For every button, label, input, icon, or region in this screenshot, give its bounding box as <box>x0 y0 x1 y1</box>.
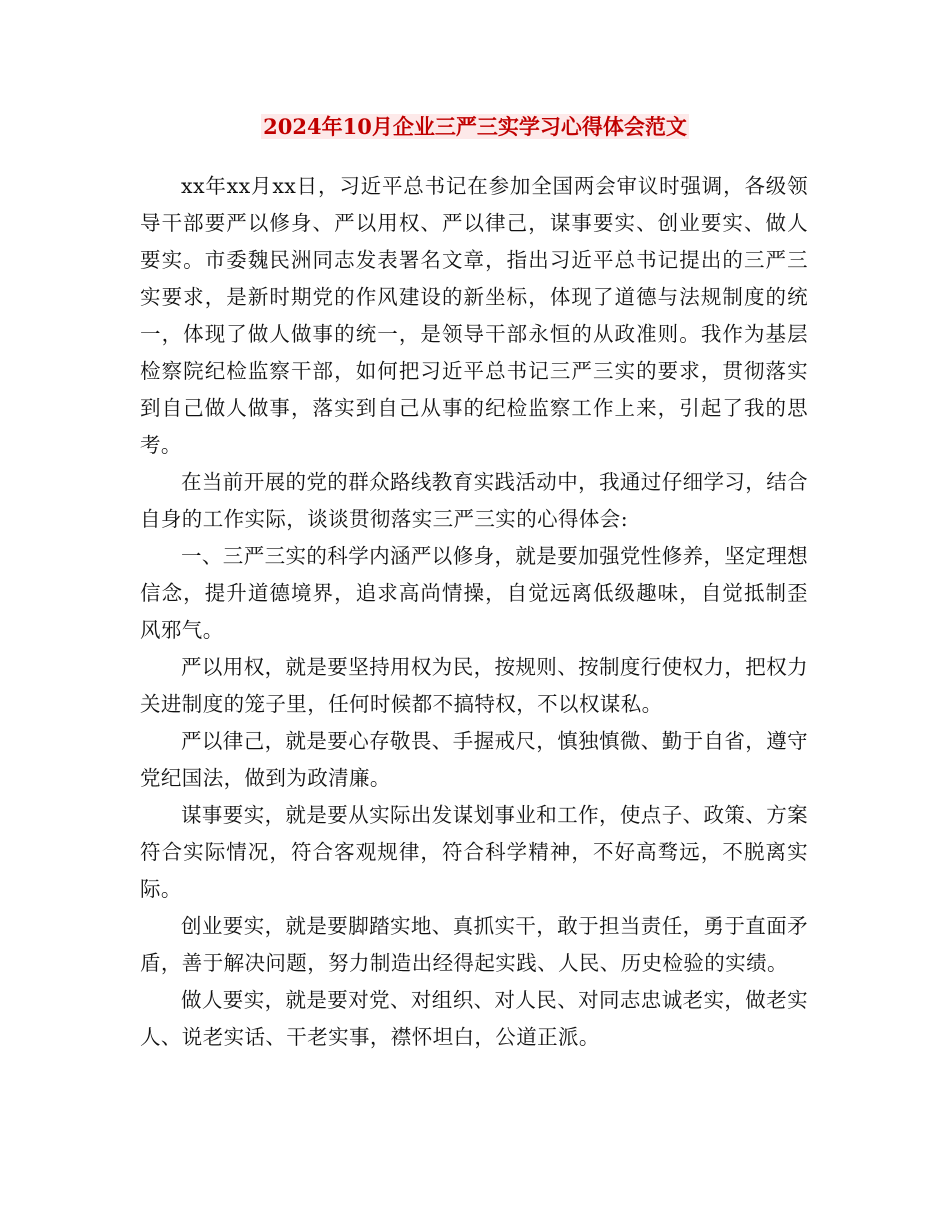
document-body <box>140 168 808 1056</box>
paragraph-3: 一、三严三实的科学内涵严以修身，就是要加强党性修养，坚定理想信念，提升道德境界，追求高尚情操，自觉远离低级趣味，自觉抵制歪风邪气。 <box>140 544 808 642</box>
paragraph-4: 严以用权，就是要坚持用权为民，按规则、按制度行使权力，把权力关进制度的笼子里，任何时候都不搞特权，不以权谋私。 <box>140 655 808 716</box>
document-title <box>0 112 950 142</box>
paragraph-8: 做人要实，就是要对党、对组织、对人民、对同志忠诚老实，做老实人、说老实话、干老实事，襟怀坦白，公道正派。 <box>140 988 808 1049</box>
paragraph-1: xx年xx月xx日，习近平总书记在参加全国两会审议时强调，各级领导干部要严以修身、严以用权、严以律己，谋事要实、创业要实、做人要实。市委魏民洲同志发表署名文章，指出习近平总书记提出的三严三实要求，是新时期党的作风建设的新坐标，体现了道德与法规制度的统一，体现了做人做事的统一，是领导干部永恒的从政准则。我作为基层检察院纪检监察干部，如何把习近平总书记三严三实的要求，贯彻落实到自己做人做事，落实到自己从事的纪检监察工作上来，引起了我的思考。 <box>140 174 808 457</box>
paragraph-6: 谋事要实，就是要从实际出发谋划事业和工作，使点子、政策、方案符合实际情况，符合客观规律，符合科学精神，不好高骛远，不脱离实际。 <box>140 803 808 901</box>
paragraph-7: 创业要实，就是要脚踏实地、真抓实干，敢于担当责任，勇于直面矛盾，善于解决问题，努力制造出经得起实践、人民、历史检验的实绩。 <box>140 914 808 975</box>
paragraph-5: 严以律己，就是要心存敬畏、手握戒尺，慎独慎微、勤于自省，遵守党纪国法，做到为政清廉。 <box>140 729 808 790</box>
document-title-text: 2024年10月企业三严三实学习心得体会范文 <box>263 114 687 139</box>
paragraph-2: 在当前开展的党的群众路线教育实践活动中，我通过仔细学习，结合自身的工作实际，谈谈贯彻落实三严三实的心得体会: <box>140 470 808 531</box>
